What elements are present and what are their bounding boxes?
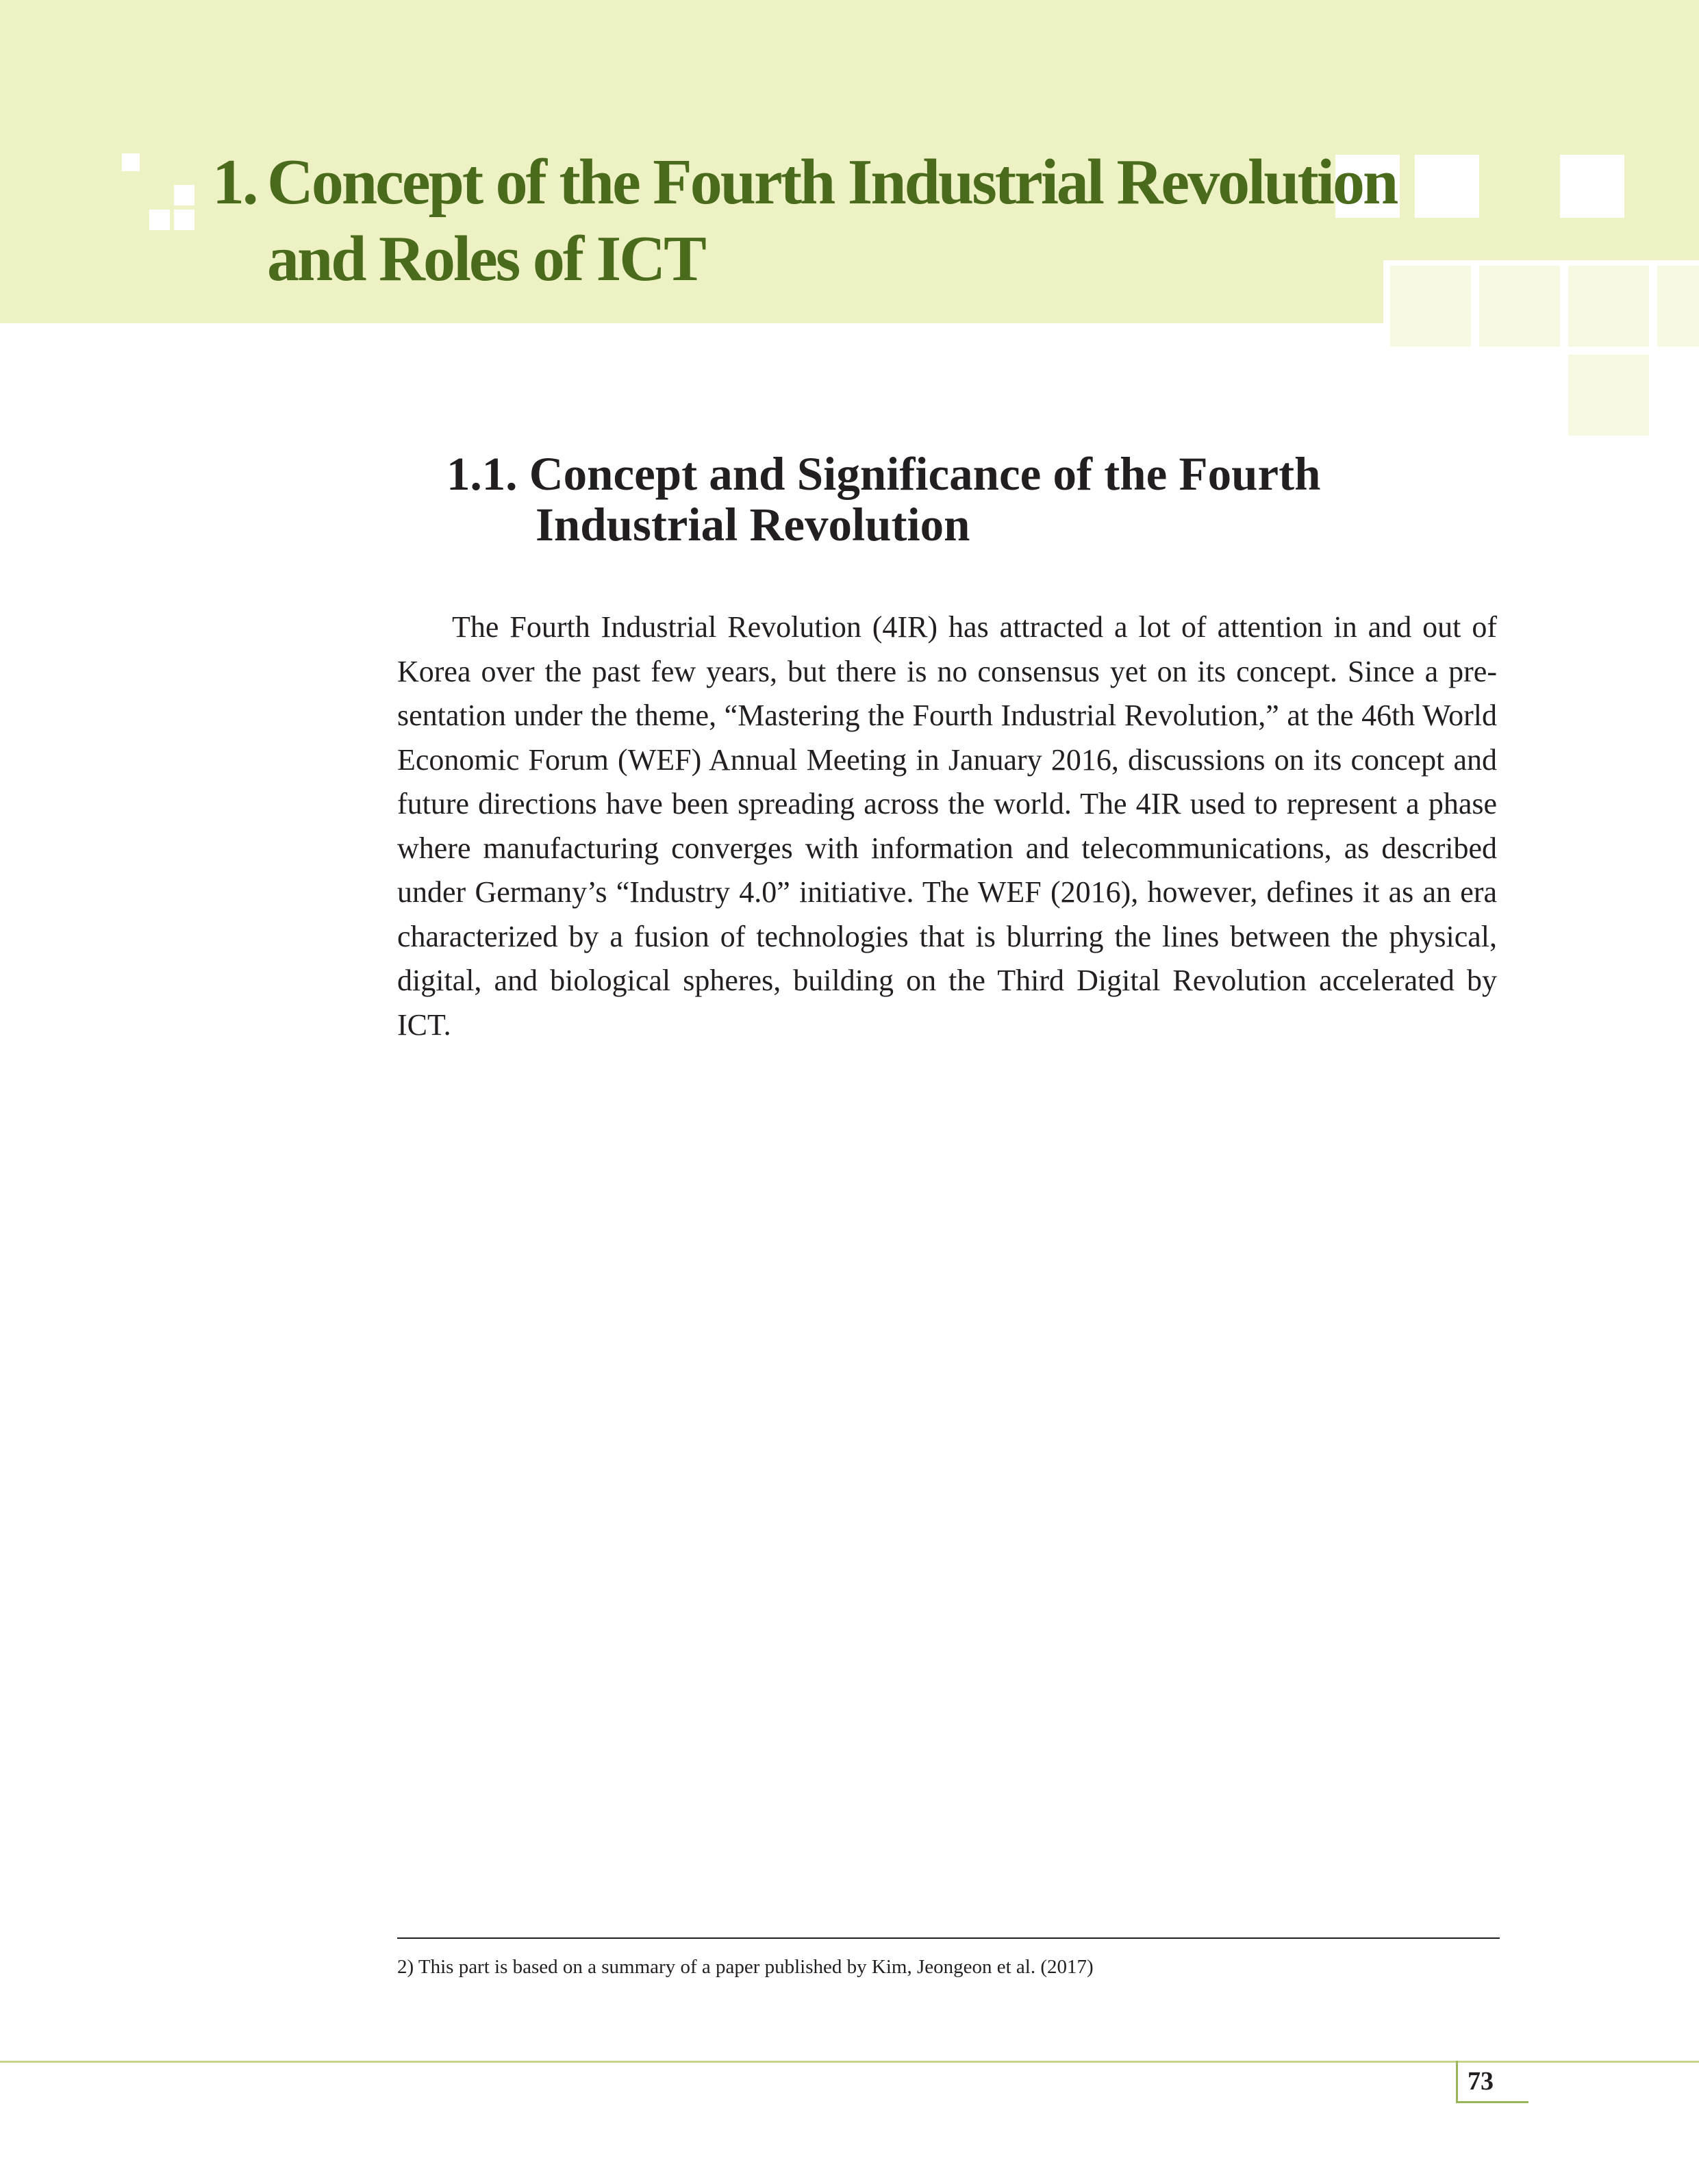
chapter-title-line2: and Roles of ICT [267,223,705,294]
chapter-number: 1. [212,147,257,218]
decor-square [1415,155,1479,218]
footnote-divider [397,1937,1500,1939]
decor-square [1390,266,1471,347]
decor-square [122,153,140,171]
section-title [446,449,1321,550]
page-number-box [1456,2061,1528,2103]
chapter-title [212,144,1396,297]
decor-square [174,185,194,205]
page-number: 73 [1468,2067,1494,2096]
decor-square [149,210,170,230]
section-title-line1: 1.1. Concept and Significance of the Fourth [446,448,1321,500]
decor-square [1479,266,1560,347]
footer-divider [0,2061,1699,2063]
body-paragraph: The Fourth Industrial Revolution (4IR) has attracted a lot of attention in and out of Korea over the past few years, but there is no consensus yet on its concept. Since a presentation under the theme, “Mastering the Fourth Industrial Revolution,” at the 46th World Economic Forum (WEF) Annual Meeting in January 2016, discussions on its concept and future directions have been spreading across the world. The 4IR used to represent a phase where manufacturing converges with information and telecommunications, as described under Germany’s “Industry 4.0” initiative. The WEF (2016), however, defines it as an era characterized by a fusion of technologies that is blurring the lines between the physical, digital, and biological spheres, building on the Third Digital Revolution accelerated by ICT. [397,610,1497,1042]
decor-square [1560,155,1624,218]
footnote: 2) This part is based on a summary of a paper published by Kim, Jeongeon et al. (2017) [397,1956,1094,1978]
decor-square [1657,266,1699,347]
decor-square [174,210,194,230]
section-title-line2: Industrial Revolution [536,499,970,551]
chapter-title-line1: Concept of the Fourth Industrial Revolution [267,147,1397,218]
decor-square [1568,355,1649,436]
decor-square [1568,266,1649,347]
